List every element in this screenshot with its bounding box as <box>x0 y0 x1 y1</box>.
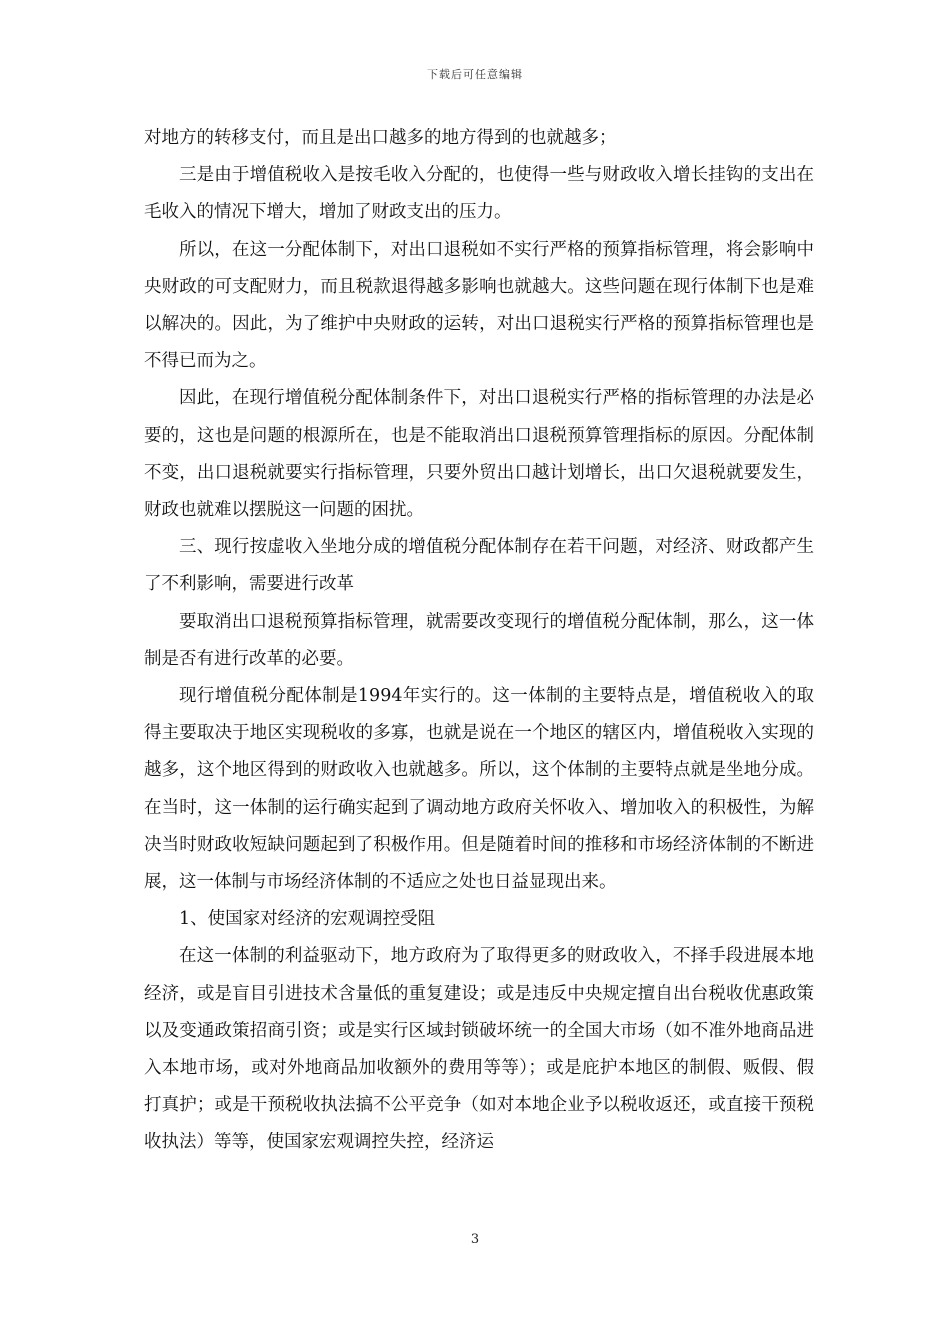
paragraph: 因此，在现行增值税分配体制条件下，对出口退税实行严格的指标管理的办法是必要的，这也是问题的根源所在，也是不能取消出口退税预算管理指标的原因。分配体制不变，出口退税就要实行指标管理，只要外贸出口越计划增长，出口欠退税就要发生，财政也就难以摆脱这一问题的困扰。 <box>144 388 814 521</box>
page-number: 3 <box>470 1232 480 1247</box>
subsection-heading: 1、使国家对经济的宏观调控受阻 <box>179 909 436 930</box>
paragraph: 现行增值税分配体制是1994年实行的。这一体制的主要特点是，增值税收入的取得主要取决于地区实现税收的多寡，也就是说在一个地区的辖区内，增值税收入实现的越多，这个地区得到的财政收入也就越多。所以，这个体制的主要特点就是坐地分成。在当时，这一体制的运行确实起到了调动地方政府关怀收入、增加收入的积极性，为解决当时财政收短缺问题起到了积极作用。但是随着时间的推移和市场经济体制的不断进展，这一体制与市场经济体制的不适应之处也日益显现出来。 <box>144 686 814 893</box>
page-header: 下载后可任意编辑 <box>427 68 523 81</box>
paragraph: 要取消出口退税预算指标管理，就需要改变现行的增值税分配体制，那么，这一体制是否有进行改革的必要。 <box>144 611 814 669</box>
paragraph: 所以，在这一分配体制下，对出口退税如不实行严格的预算指标管理，将会影响中央财政的可支配财力，而且税款退得越多影响也就越大。这些问题在现行体制下也是难以解决的。因此，为了维护中央财政的运转，对出口退税实行严格的预算指标管理也是不得已而为之。 <box>144 239 814 372</box>
paragraph-continuation: 对地方的转移支付，而且是出口越多的地方得到的也就越多； <box>144 128 617 148</box>
paragraph: 三是由于增值税收入是按毛收入分配的，也使得一些与财政收入增长挂钩的支出在毛收入的情况下增大，增加了财政支出的压力。 <box>144 165 814 223</box>
body-text <box>144 120 814 1162</box>
paragraph: 在这一体制的利益驱动下，地方政府为了取得更多的财政收入，不择手段进展本地经济，或是盲目引进技术含量低的重复建设；或是违反中央规定擅自出台税收优惠政策以及变通政策招商引资；或是实行区域封锁破坏统一的全国大市场（如不准外地商品进入本地市场，或对外地商品加收额外的费用等等）；或是庇护本地区的制假、贩假、假打真护；或是干预税收执法搞不公平竞争（如对本地企业予以税收返还，或直接干预税收执法）等等，使国家宏观调控失控，经济运 <box>144 946 814 1153</box>
section-heading: 三、现行按虚收入坐地分成的增值税分配体制存在若干问题，对经济、财政都产生了不利影响，需要进行改革 <box>144 537 814 595</box>
